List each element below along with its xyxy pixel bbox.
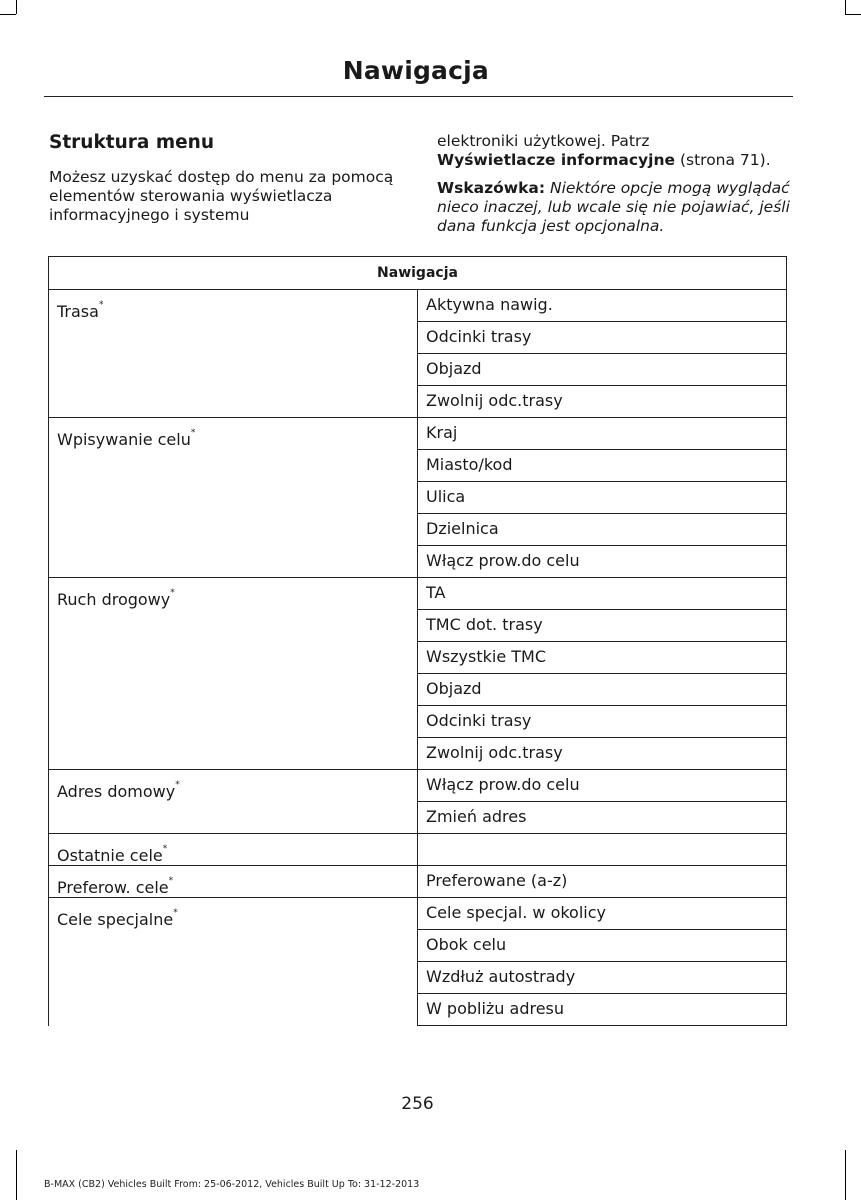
intro-left-column (49, 132, 399, 234)
menu-category (49, 290, 418, 418)
menu-category-label: Cele specjalne (57, 910, 174, 929)
menu-option: Obok celu (418, 930, 787, 962)
menu-option: Odcinki trasy (418, 322, 787, 354)
menu-option (418, 834, 787, 866)
menu-option: Aktywna nawig. (418, 290, 787, 322)
footnote-mark: * (168, 876, 174, 886)
footnote-mark: * (190, 428, 196, 438)
menu-option: Wzdłuż autostrady (418, 962, 787, 994)
footnote-mark: * (170, 588, 175, 598)
crop-mark (16, 0, 17, 14)
intro-continuation (437, 132, 797, 170)
menu-category-label: Trasa (57, 302, 99, 321)
menu-option: Kraj (418, 418, 787, 450)
title-divider (44, 96, 793, 97)
tip-label: Wskazówka: (437, 179, 546, 197)
tip-text: Niektóre opcje mogą wyglądać nieco inaczej, lub wcale się nie pojawiać, jeśli dana funkcja jest opcjonalna. (437, 179, 790, 235)
table-header: Nawigacja (49, 257, 787, 290)
menu-option: Włącz prow.do celu (418, 546, 787, 578)
table-row (49, 290, 787, 322)
menu-category-label: Ostatnie cele (57, 846, 163, 865)
menu-option: Cele specjal. w okolicy (418, 898, 787, 930)
continuation-text: elektroniki użytkowej. Patrz (437, 132, 650, 150)
crop-mark (845, 1150, 846, 1200)
menu-option: Miasto/kod (418, 450, 787, 482)
intro-right-column (437, 132, 797, 245)
table-row (49, 418, 787, 450)
crop-mark (0, 14, 16, 15)
footnote-mark: * (175, 780, 180, 790)
menu-option: Zmień adres (418, 802, 787, 834)
table-row (49, 578, 787, 610)
menu-category (49, 898, 418, 1026)
cross-reference-page: (strona 71). (675, 151, 771, 169)
table-row (49, 834, 787, 866)
footnote-mark: * (98, 300, 104, 310)
footnote-mark: * (162, 844, 168, 854)
page-title: Nawigacja (342, 56, 489, 85)
menu-category-label: Adres domowy (57, 782, 176, 801)
menu-category (49, 418, 418, 578)
menu-category (49, 834, 418, 866)
menu-option: Wszystkie TMC (418, 642, 787, 674)
table-header-row (49, 257, 787, 290)
menu-option: Odcinki trasy (418, 706, 787, 738)
menu-option: W pobliżu adresu (418, 994, 787, 1026)
crop-mark (845, 14, 861, 15)
cross-reference-link[interactable]: Wyświetlacze informacyjne (437, 151, 676, 169)
crop-mark (16, 1150, 17, 1200)
navigation-menu-table (48, 256, 787, 1026)
menu-option: Zwolnij odc.trasy (418, 386, 787, 418)
intro-paragraph: Możesz uzyskać dostęp do menu za pomocą elementów sterowania wyświetlacza informacyjnego i systemu (49, 168, 394, 224)
menu-category-label: Wpisywanie celu (57, 430, 191, 449)
crop-mark (845, 0, 846, 14)
menu-option: Ulica (418, 482, 787, 514)
menu-option: Preferowane (a-z) (418, 866, 787, 898)
tip-note (437, 179, 797, 236)
menu-option: Zwolnij odc.trasy (418, 738, 787, 770)
menu-category (49, 578, 418, 770)
footer-vehicle-info: B-MAX (CB2) Vehicles Built From: 25-06-2012, Vehicles Built Up To: 31-12-2013 (44, 1179, 420, 1190)
menu-option: TMC dot. trasy (418, 610, 787, 642)
page-number: 256 (401, 1094, 434, 1114)
table-row (49, 866, 787, 898)
menu-category (49, 770, 418, 834)
menu-category (49, 866, 418, 898)
section-heading: Struktura menu (49, 132, 214, 153)
menu-option: Dzielnica (418, 514, 787, 546)
menu-category-label: Ruch drogowy (57, 590, 171, 609)
menu-category-label: Preferow. cele (57, 878, 169, 897)
menu-option: TA (418, 578, 787, 610)
table-row (49, 770, 787, 802)
menu-option: Objazd (418, 674, 787, 706)
menu-option: Włącz prow.do celu (418, 770, 787, 802)
table-row (49, 898, 787, 930)
menu-option: Objazd (418, 354, 787, 386)
footnote-mark: * (173, 908, 178, 918)
table-body (49, 290, 787, 1026)
